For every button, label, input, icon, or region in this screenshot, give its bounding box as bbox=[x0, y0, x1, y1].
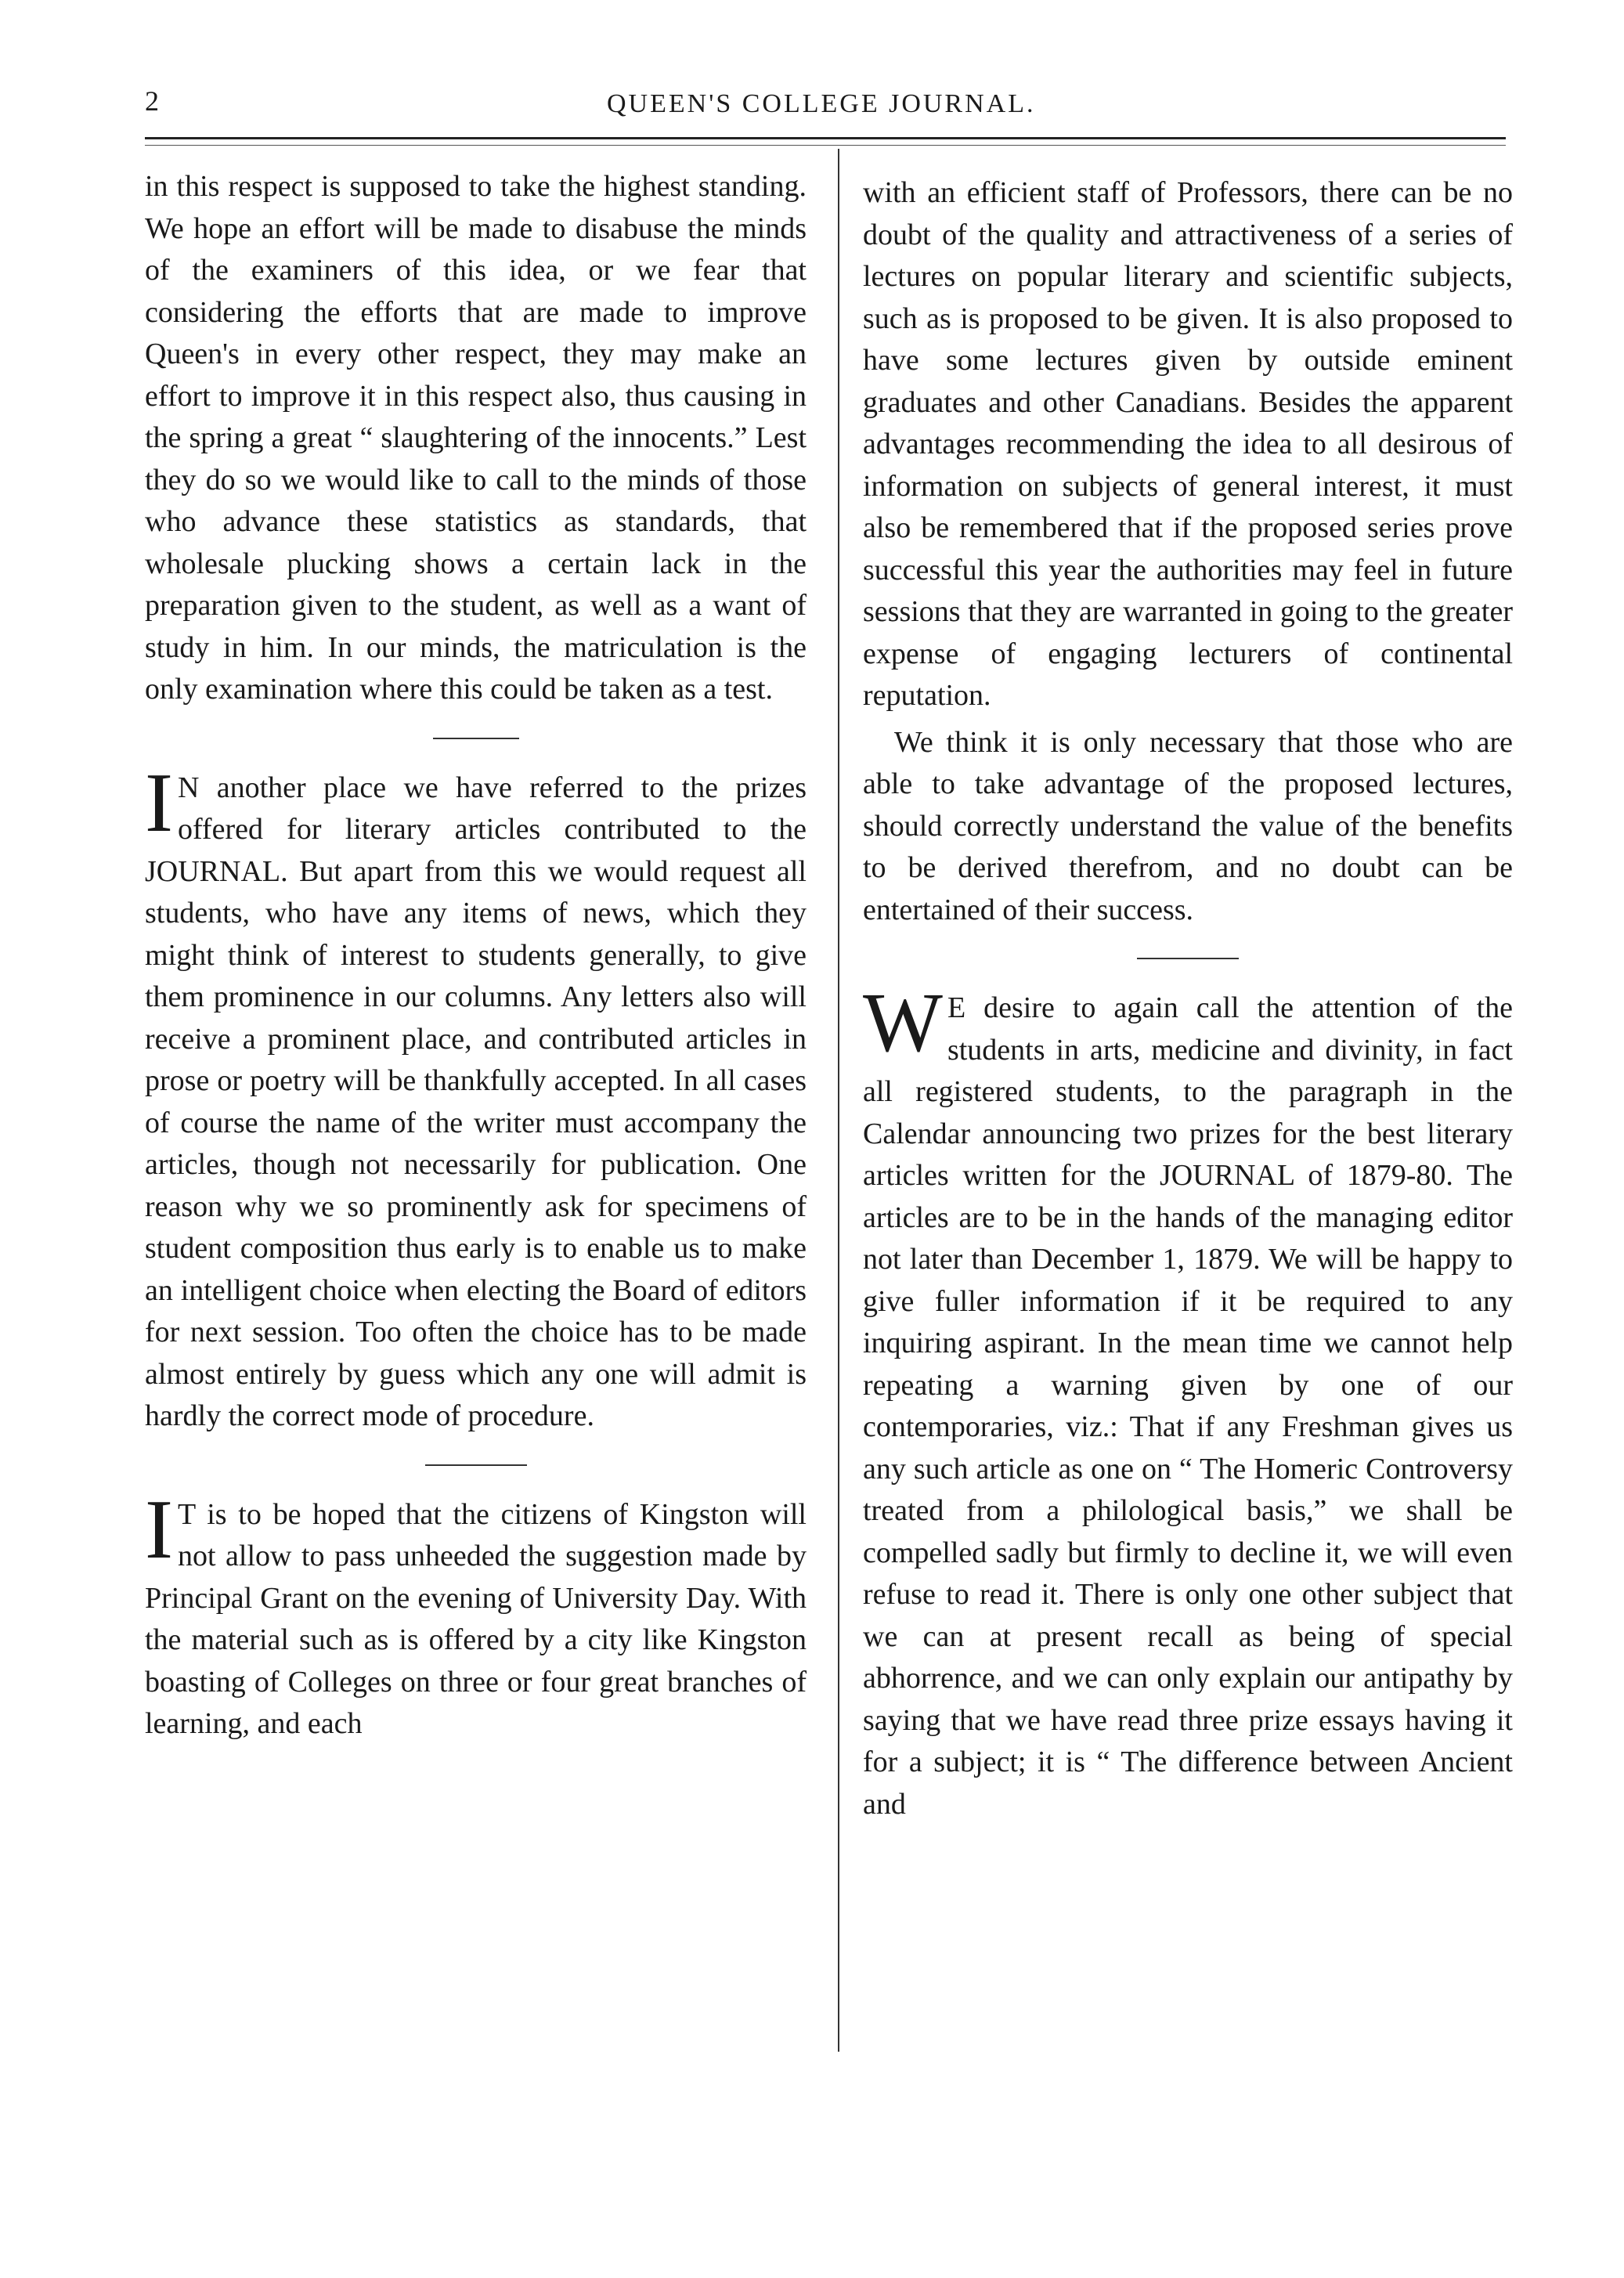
paragraph-citizens-lectures: IT is to be hoped that the citizens of Kingston will not allow to pass unheeded the suggestion made by Principal Grant on the evening of University Day. With the material such as is offered by a city like Kingston boasting of Colleges on three or four great branches of learning, and each bbox=[145, 1482, 807, 1740]
paragraph-request-contributions: IN another place we have referred to the prizes offered for literary articles contributed to the JOURNAL. But apart from this we would request all students, who have any items of news, which they might think of interest to students generally, to give them prominence in our columns. Any letters also will receive a prominent place, and contributed articles in prose or poetry will be thankfully accepted. In all cases of course the name of the writer must accompany the articles, though not necessarily for publication. One reason why we so prominently ask for specimens of student composition thus early is to enable us to make an intelligent choice when electing the Board of editors for next session. Too often the choice has to be made almost entirely by guess which any one will admit is hardly the correct mode of procedure. bbox=[145, 756, 807, 1432]
column-divider bbox=[838, 149, 839, 2052]
header-rule-thin bbox=[145, 145, 1506, 146]
paragraph-lectures-success: We think it is only necessary that those who are able to take advantage of the proposed lectures, should correctly understand the value of the benefits to be derived therefrom, and no doubt can be entertained of their success. bbox=[863, 725, 1513, 926]
section-separator bbox=[1137, 958, 1239, 959]
paragraph-literary-prizes: WE desire to again call the attention of the students in arts, medicine and divinity, in fact all registered students, to the paragraph in the Calendar announcing two prizes for the best literary articles written for the JOURNAL of 1879-80. The articles are to be in the hands of the managing editor not later than December 1, 1879. We will be happy to give fuller information if it be required to any inquiring aspirant. In the mean time we cannot help repeating a warning given by one of our contemporaries, viz.: That if any Freshman gives us any such article as one on “ The Homeric Controversy treated from a philological basis,” we shall be compelled sadly but firmly to decline it, we will even refuse to read it. There is only one other subject that we can at present recall as being of special abhorrence, and we can only explain our antipathy by saying that we have read three prize essays having it for a subject; it is “ The difference between Ancient and bbox=[863, 977, 1513, 1821]
section-separator bbox=[433, 738, 519, 739]
right-column bbox=[863, 172, 1513, 1825]
header-rule bbox=[145, 137, 1506, 139]
section-separator bbox=[425, 1464, 527, 1466]
page-number: 2 bbox=[145, 85, 160, 117]
running-title: QUEEN'S COLLEGE JOURNAL. bbox=[607, 89, 1036, 118]
paragraph-examination-standing: in this respect is supposed to take the highest standing. We hope an effort will be made to disabuse the minds of the examiners of this idea, or we fear that considering the efforts that are made to improve Queen's in every other respect, they may make an effort to improve it in this respect also, thus causing in the spring a great “ slaughtering of the innocents.” Lest they do so we would like to call to the minds of those who advance these statistics as standards, that wholesale plucking shows a certain lack in the preparation given to the student, as well as a want of study in him. In our minds, the matriculation is the only examination where this could be taken as a test. bbox=[145, 170, 807, 706]
page-header bbox=[145, 85, 1503, 132]
paragraph-lectures-continued: with an efficient staff of Professors, there can be no doubt of the quality and attractiveness of a series of lectures on popular literary and scientific subjects, such as is proposed to be given. It is also proposed to have some lectures given by outside eminent graduates and other Canadians. Besides the apparent advantages recommending the idea to all desirous of information on subjects of general interest, it must also be remembered that if the proposed series prove successful this year the authorities may feel in future sessions that they are warranted in going to the greater expense of engaging lecturers of continental reputation. bbox=[863, 176, 1513, 712]
left-column bbox=[145, 166, 807, 1746]
